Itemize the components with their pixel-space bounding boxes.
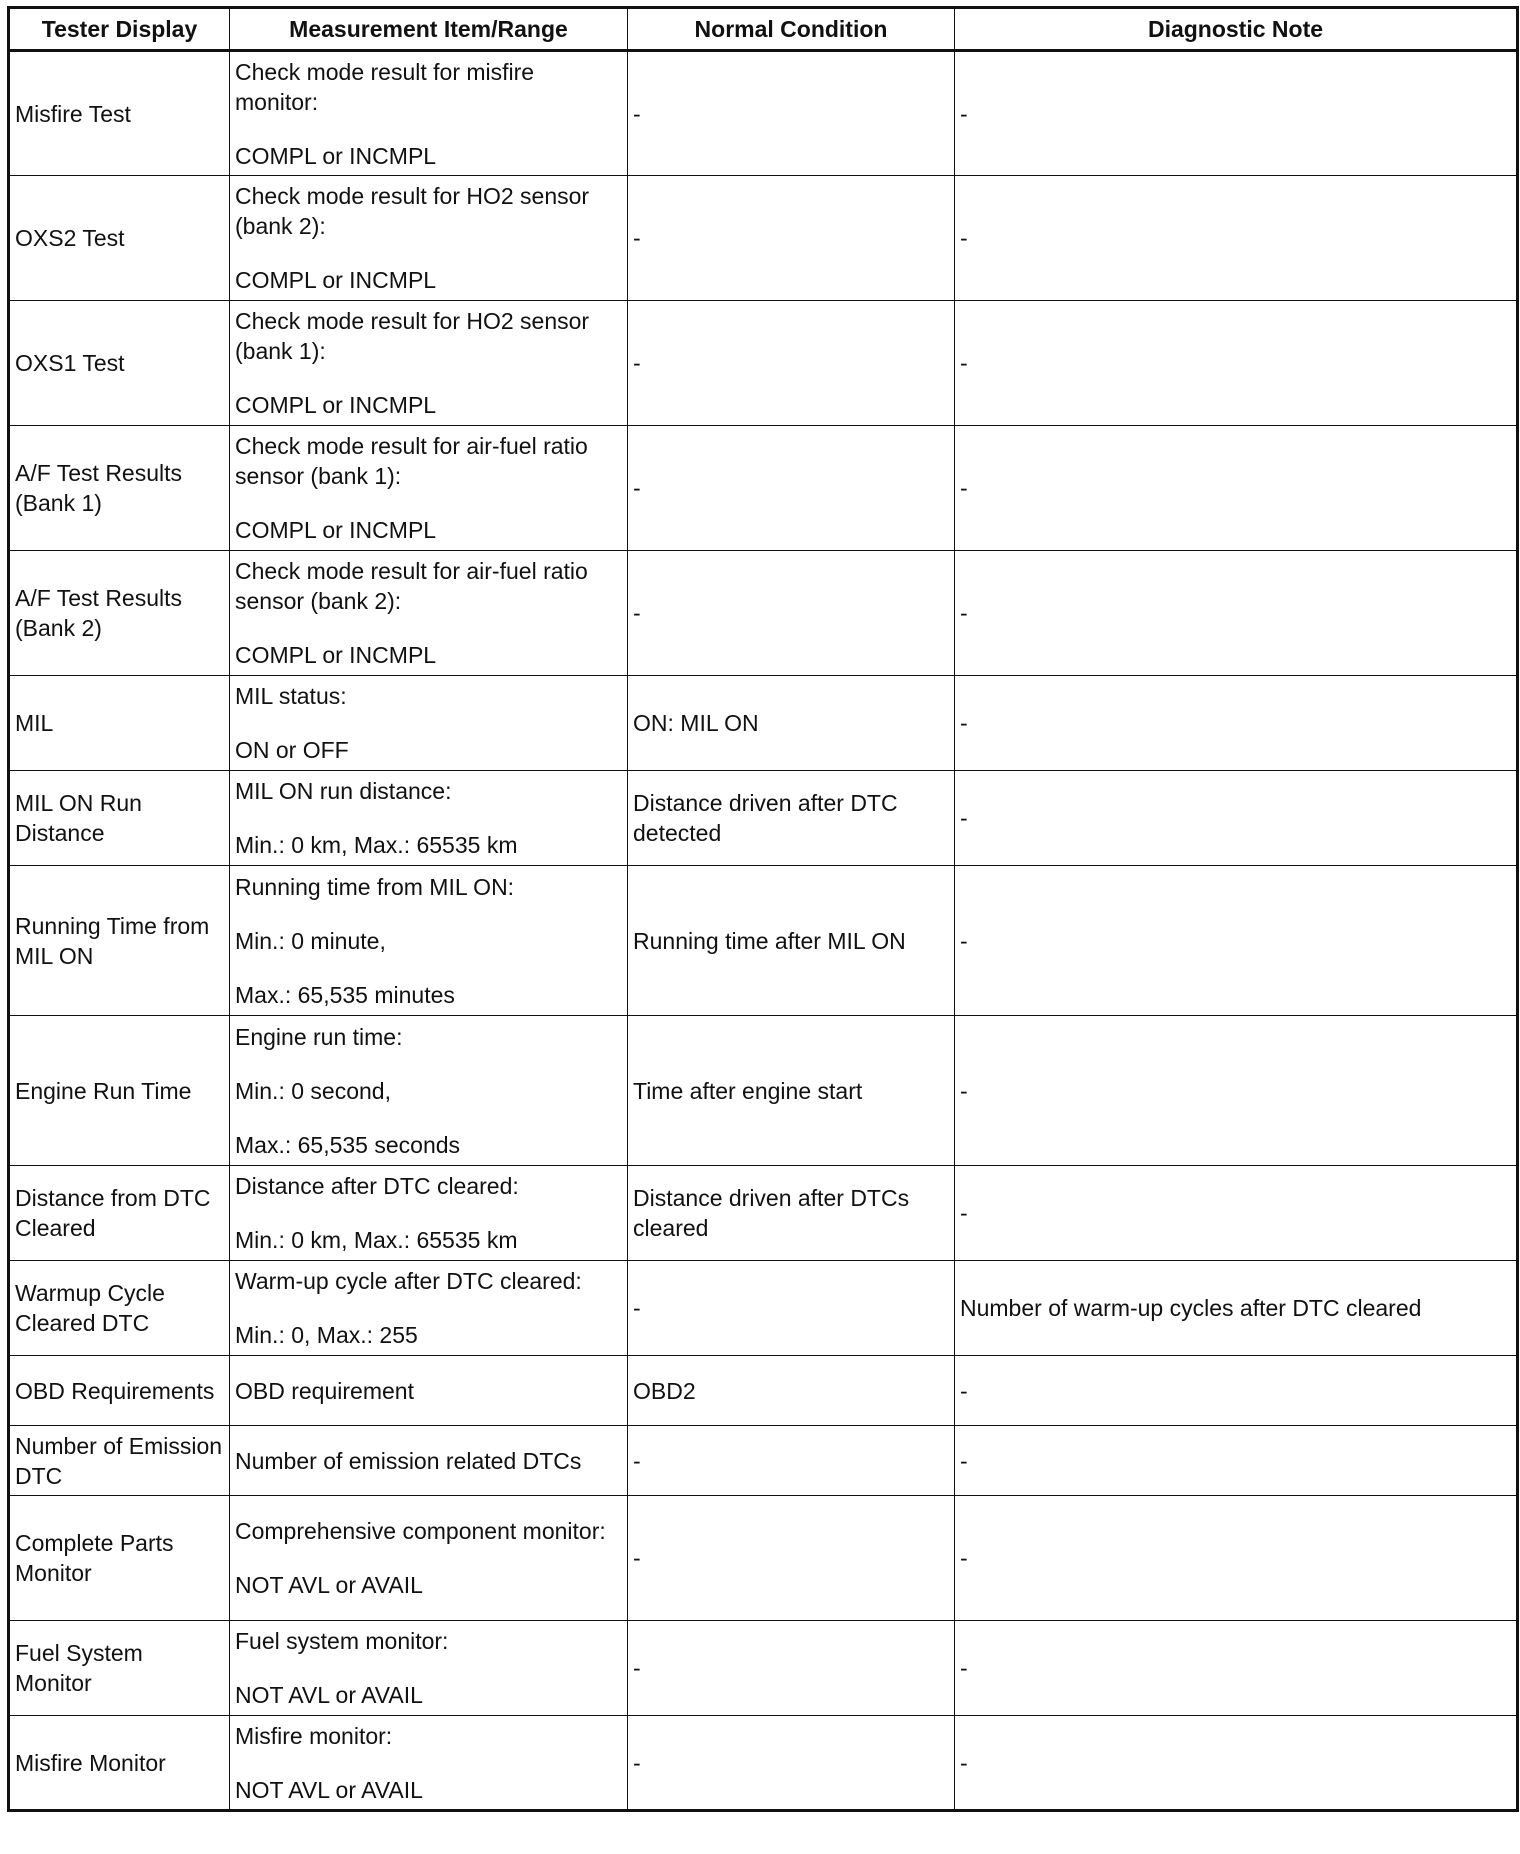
- data-list-table: [7, 6, 1519, 1812]
- header-normal-condition: Normal Condition: [628, 8, 955, 51]
- measurement-range-line: OBD requirement: [235, 1377, 414, 1404]
- header-measurement-item: Measurement Item/Range: [230, 8, 628, 51]
- measurement-range-cell: [230, 551, 628, 676]
- measurement-range-cell: [230, 426, 628, 551]
- measurement-range-line: Check mode result for air-fuel ratio sensor (bank 1):: [235, 433, 588, 489]
- tester-display-cell: Misfire Test: [9, 51, 230, 176]
- normal-condition-cell: -: [628, 551, 955, 676]
- measurement-range-line: Min.: 0 second,: [235, 1077, 391, 1104]
- table-row: [9, 676, 1518, 771]
- line-gap: [235, 1546, 622, 1570]
- measurement-range-line: Warm-up cycle after DTC cleared:: [235, 1268, 582, 1294]
- tester-display-cell: Fuel System Monitor: [9, 1621, 230, 1716]
- normal-condition-cell: -: [628, 1496, 955, 1621]
- normal-condition-cell: Time after engine start: [628, 1016, 955, 1166]
- normal-condition-cell: Distance driven after DTC detected: [628, 771, 955, 866]
- tester-display-cell: OBD Requirements: [9, 1356, 230, 1426]
- normal-condition-cell: -: [628, 176, 955, 301]
- diagnostic-note-cell: -: [955, 51, 1518, 176]
- table-row: [9, 426, 1518, 551]
- measurement-range-line: COMPL or INCMPL: [235, 392, 437, 418]
- tester-display-cell: Running Time from MIL ON: [9, 866, 230, 1016]
- measurement-range-cell: [230, 1166, 628, 1261]
- table-row: [9, 176, 1518, 301]
- diagnostic-note-cell: -: [955, 551, 1518, 676]
- table-row: [9, 1016, 1518, 1166]
- table-row: [9, 1261, 1518, 1356]
- measurement-range-line: Min.: 0 km, Max.: 65535 km: [235, 1227, 518, 1253]
- diagnostic-note-cell: -: [955, 1016, 1518, 1166]
- measurement-range-line: MIL ON run distance:: [235, 778, 452, 804]
- line-gap: [235, 241, 622, 265]
- measurement-range-line: NOT AVL or AVAIL: [235, 1682, 423, 1708]
- measurement-range-line: Check mode result for HO2 sensor (bank 2):: [235, 183, 590, 239]
- line-gap: [235, 117, 622, 141]
- tester-display-cell: A/F Test Results (Bank 2): [9, 551, 230, 676]
- table-row: [9, 1496, 1518, 1621]
- tester-display-cell: Misfire Monitor: [9, 1716, 230, 1811]
- line-gap: [235, 1296, 622, 1320]
- line-gap: [235, 806, 622, 830]
- diagnostic-note-cell: -: [955, 676, 1518, 771]
- line-gap: [235, 1656, 622, 1680]
- measurement-range-line: Check mode result for misfire monitor:: [235, 58, 535, 115]
- normal-condition-cell: -: [628, 1261, 955, 1356]
- measurement-range-line: Min.: 0 km, Max.: 65535 km: [235, 832, 518, 858]
- normal-condition-cell: Running time after MIL ON: [628, 866, 955, 1016]
- normal-condition-cell: -: [628, 426, 955, 551]
- tester-display-cell: Complete Parts Monitor: [9, 1496, 230, 1621]
- normal-condition-cell: -: [628, 301, 955, 426]
- table-row: [9, 1426, 1518, 1496]
- diagnostic-note-cell: -: [955, 1426, 1518, 1496]
- table-body: [9, 51, 1518, 1811]
- measurement-range-line: Engine run time:: [235, 1023, 403, 1050]
- normal-condition-cell: -: [628, 1426, 955, 1496]
- measurement-range-line: COMPL or INCMPL: [235, 142, 437, 169]
- diagnostic-note-cell: -: [955, 1166, 1518, 1261]
- normal-condition-cell: -: [628, 1716, 955, 1811]
- diagnostic-note-cell: -: [955, 301, 1518, 426]
- line-gap: [235, 956, 622, 980]
- measurement-range-line: Max.: 65,535 minutes: [235, 981, 455, 1008]
- normal-condition-cell: -: [628, 51, 955, 176]
- measurement-range-line: Min.: 0 minute,: [235, 927, 386, 954]
- measurement-range-line: Max.: 65,535 seconds: [235, 1131, 461, 1158]
- measurement-range-cell: [230, 676, 628, 771]
- tester-display-cell: A/F Test Results (Bank 1): [9, 426, 230, 551]
- table-row: [9, 551, 1518, 676]
- line-gap: [235, 1751, 622, 1775]
- measurement-range-line: Running time from MIL ON:: [235, 873, 515, 900]
- line-gap: [235, 1106, 622, 1130]
- measurement-range-line: Number of emission related DTCs: [235, 1447, 582, 1474]
- tester-display-cell: Engine Run Time: [9, 1016, 230, 1166]
- diagnostic-note-cell: -: [955, 176, 1518, 301]
- table-row: [9, 866, 1518, 1016]
- tester-display-cell: OXS1 Test: [9, 301, 230, 426]
- measurement-range-cell: [230, 1356, 628, 1426]
- line-gap: [235, 616, 622, 640]
- diagnostic-note-cell: -: [955, 866, 1518, 1016]
- measurement-range-line: ON or OFF: [235, 737, 349, 763]
- table-row: [9, 1166, 1518, 1261]
- header-row: [9, 8, 1518, 51]
- measurement-range-line: MIL status:: [235, 683, 347, 709]
- measurement-range-cell: [230, 51, 628, 176]
- table-row: [9, 301, 1518, 426]
- table-row: [9, 1716, 1518, 1811]
- tester-display-cell: Warmup Cycle Cleared DTC: [9, 1261, 230, 1356]
- line-gap: [235, 1201, 622, 1225]
- line-gap: [235, 366, 622, 390]
- line-gap: [235, 902, 622, 926]
- normal-condition-cell: ON: MIL ON: [628, 676, 955, 771]
- diagnostic-note-cell: -: [955, 771, 1518, 866]
- tester-display-cell: Number of Emission DTC: [9, 1426, 230, 1496]
- measurement-range-cell: [230, 1261, 628, 1356]
- measurement-range-cell: [230, 176, 628, 301]
- measurement-range-cell: [230, 1426, 628, 1496]
- line-gap: [235, 711, 622, 735]
- normal-condition-cell: -: [628, 1621, 955, 1716]
- measurement-range-line: NOT AVL or AVAIL: [235, 1572, 423, 1598]
- line-gap: [235, 491, 622, 515]
- header-diagnostic-note: Diagnostic Note: [955, 8, 1518, 51]
- measurement-range-line: COMPL or INCMPL: [235, 267, 437, 293]
- diagnostic-note-cell: -: [955, 1621, 1518, 1716]
- measurement-range-line: Comprehensive component monitor:: [235, 1518, 606, 1544]
- measurement-range-line: COMPL or INCMPL: [235, 642, 437, 668]
- measurement-range-cell: [230, 1016, 628, 1166]
- normal-condition-cell: Distance driven after DTCs cleared: [628, 1166, 955, 1261]
- measurement-range-cell: [230, 771, 628, 866]
- measurement-range-line: COMPL or INCMPL: [235, 517, 437, 543]
- header-tester-display: Tester Display: [9, 8, 230, 51]
- diagnostic-note-cell: -: [955, 1496, 1518, 1621]
- table-row: [9, 1621, 1518, 1716]
- tester-display-cell: Distance from DTC Cleared: [9, 1166, 230, 1261]
- diagnostic-note-cell: -: [955, 426, 1518, 551]
- measurement-range-cell: [230, 866, 628, 1016]
- measurement-range-line: Min.: 0, Max.: 255: [235, 1322, 418, 1348]
- tester-display-cell: MIL: [9, 676, 230, 771]
- measurement-range-cell: [230, 1621, 628, 1716]
- measurement-range-cell: [230, 301, 628, 426]
- diagnostic-note-cell: Number of warm-up cycles after DTC cleared: [955, 1261, 1518, 1356]
- measurement-range-line: Fuel system monitor:: [235, 1628, 449, 1654]
- line-gap: [235, 1052, 622, 1076]
- measurement-range-line: Distance after DTC cleared:: [235, 1173, 519, 1199]
- measurement-range-cell: [230, 1496, 628, 1621]
- normal-condition-cell: OBD2: [628, 1356, 955, 1426]
- measurement-range-line: Check mode result for HO2 sensor (bank 1):: [235, 308, 590, 364]
- table-row: [9, 1356, 1518, 1426]
- measurement-range-line: Check mode result for air-fuel ratio sensor (bank 2):: [235, 558, 588, 614]
- diagnostic-note-cell: -: [955, 1716, 1518, 1811]
- measurement-range-line: Misfire monitor:: [235, 1722, 393, 1749]
- table-row: [9, 51, 1518, 176]
- measurement-range-cell: [230, 1716, 628, 1811]
- table-row: [9, 771, 1518, 866]
- diagnostic-note-cell: -: [955, 1356, 1518, 1426]
- tester-display-cell: OXS2 Test: [9, 176, 230, 301]
- measurement-range-line: NOT AVL or AVAIL: [235, 1776, 423, 1803]
- tester-display-cell: MIL ON Run Distance: [9, 771, 230, 866]
